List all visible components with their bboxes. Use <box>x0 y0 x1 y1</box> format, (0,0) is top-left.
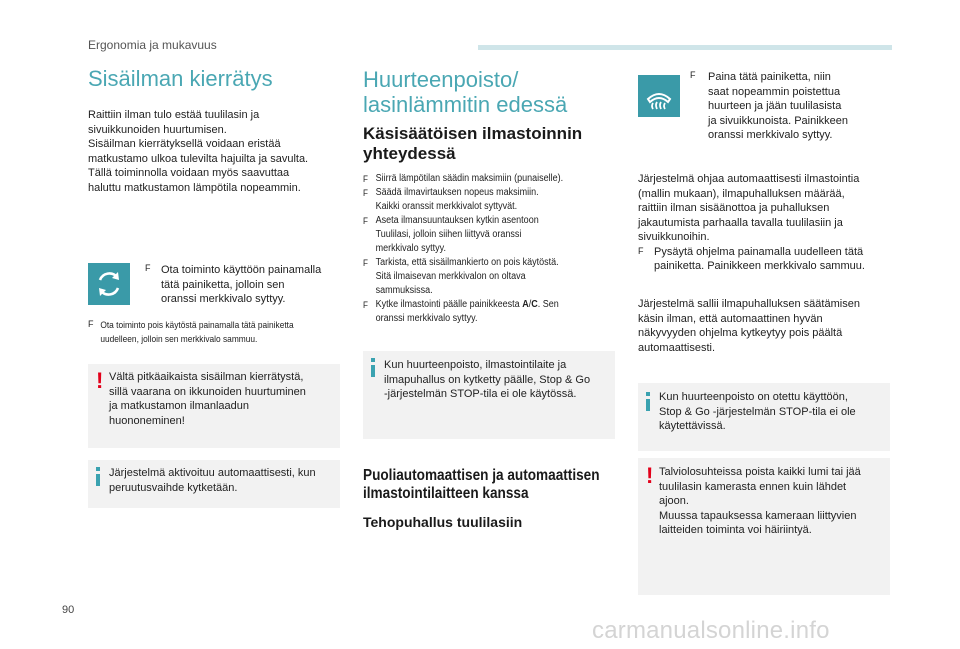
info-line: Järjestelmä aktivoituu automaattisesti, kun <box>109 467 316 479</box>
step-line: . Sen <box>537 299 559 310</box>
title-air-recirculation: Sisäilman kierrätys <box>88 66 273 91</box>
manual-steps-list <box>363 172 663 326</box>
warning-line: Vältä pitkäaikaista sisäilman kierrätystä, <box>109 371 304 383</box>
intro-paragraph <box>88 108 338 195</box>
bullet-marker: F <box>690 70 696 80</box>
info-box-defrost-stop-go <box>638 383 890 451</box>
note-line: oranssi merkkivalo syttyy. <box>708 129 833 141</box>
note-line: tätä painiketta, jolloin sen <box>161 278 285 291</box>
note-line: saat nopeammin poistettua <box>708 85 841 98</box>
info-line: Kun huurteenpoisto on otettu käyttöön, <box>659 391 848 403</box>
para-line: Järjestelmä ohjaa automaattisesti ilmastointia <box>638 173 860 185</box>
warning-box-winter <box>638 458 890 595</box>
auto-control-paragraph <box>638 172 898 274</box>
watermark: carmanualsonline.info <box>592 617 830 644</box>
step-line: Kytke ilmastointi päälle painikkeesta <box>375 299 523 310</box>
heading-windscreen-blow: Tehopuhallus tuulilasiin <box>363 514 523 530</box>
step-line: Tarkista, että sisäilmankierto on pois käytöstä. <box>375 257 559 268</box>
info-box-stop-go <box>363 351 615 439</box>
info-icon <box>371 358 375 362</box>
list-item <box>363 214 633 256</box>
windscreen-defrost-button-icon <box>638 75 680 117</box>
warning-line: ja matkustamon ilmanlaadun <box>109 400 250 412</box>
warning-icon: ! <box>646 463 654 488</box>
subtitle-line: yhteydessä <box>363 144 456 163</box>
step-line: Siirrä lämpötilan säädin maksimiin (punaiselle). <box>375 173 564 184</box>
info-line: Stop & Go -järjestelmän STOP-tila ei ole <box>659 405 856 418</box>
list-item <box>363 172 633 186</box>
info-icon-stem <box>371 365 375 377</box>
warning-line: sillä vaarana on ikkunoiden huurtuminen <box>109 385 306 398</box>
warning-box <box>88 364 340 448</box>
intro-line: sivuikkunoiden huurtumisen. <box>88 123 227 136</box>
bullet-marker: F <box>363 216 368 226</box>
intro-line: Tällä toiminnolla voidaan myös saavuttaa <box>88 167 290 179</box>
note-line: Ota toiminto pois käytöstä painamalla tätä painiketta <box>100 320 294 331</box>
list-item <box>363 256 633 298</box>
para-line: näkyvyyden ohjelma kytkeytyy pois päältä <box>638 327 843 339</box>
subtitle-manual-ac <box>363 124 582 164</box>
bullet-marker: F <box>88 319 94 329</box>
title-line: lasinlämmitin edessä <box>363 92 568 117</box>
info-icon <box>96 467 100 471</box>
heading-semi-auto-ac <box>363 467 600 503</box>
bullet-marker: F <box>638 245 644 256</box>
note-line: Ota toiminto käyttöön painamalla <box>161 264 322 276</box>
step-line: merkkivalo syttyy. <box>375 243 446 254</box>
info-icon-stem <box>646 399 650 411</box>
note-line: Paina tätä painiketta, niin <box>708 71 831 83</box>
para-line: Järjestelmä sallii ilmapuhalluksen säätämisen <box>638 298 860 310</box>
ac-button-label: C <box>531 299 538 310</box>
bullet-line: painiketta. Painikkeen merkkivalo sammuu. <box>654 260 865 272</box>
defrost-press-note <box>690 70 890 143</box>
info-line: -järjestelmän STOP-tila ei ole käytössä. <box>384 388 577 400</box>
stop-program-bullet <box>638 245 898 274</box>
bullet-line: Pysäytä ohjelma painamalla uudelleen tätä <box>654 245 864 258</box>
note-line: ja sivuikkunoista. Painikkeen <box>708 114 849 127</box>
bullet-marker: F <box>363 188 368 198</box>
para-line: käsin ilman, että automaattinen hyvän <box>638 312 823 325</box>
bullet-marker: F <box>363 300 368 310</box>
step-line: Tuulilasi, jolloin siihen liittyvä oranssi <box>375 229 522 240</box>
info-box <box>88 460 340 508</box>
list-item <box>363 298 633 326</box>
bullet-marker: F <box>363 258 368 268</box>
warning-line: Talviolosuhteissa poista kaikki lumi tai jää <box>659 466 861 478</box>
intro-line: matkustamo ulkoa tulevilta hajuilta ja savulta. <box>88 152 309 165</box>
note-line: huurteen ja jään tuulilasista <box>708 100 842 112</box>
info-line: käytettävissä. <box>659 420 726 432</box>
info-line: ilmapuhallus on kytketty päälle, Stop & Go <box>384 373 591 386</box>
ac-button-label: A <box>522 299 529 310</box>
para-line: automaattisesti. <box>638 341 716 354</box>
step-line: oranssi merkkivalo syttyy. <box>375 313 478 324</box>
info-line: peruutusvaihde kytketään. <box>109 481 238 494</box>
note-line: uudelleen, jolloin sen merkkivalo sammuu. <box>100 334 258 345</box>
warning-line: huononeminen! <box>109 414 185 427</box>
heading-line: Puoliautomaattisen ja automaattisen <box>363 467 600 484</box>
warning-line: Muussa tapauksessa kameraan liittyvien <box>659 509 857 522</box>
warning-icon: ! <box>96 368 104 393</box>
manual-override-paragraph <box>638 297 898 355</box>
step-line: Sitä ilmaisevan merkkivalon on oltava <box>375 271 526 282</box>
info-icon-stem <box>96 474 100 486</box>
title-defrost <box>363 67 567 117</box>
para-line: sivuikkunoihin. <box>638 231 710 243</box>
para-line: (mallin mukaan), ilmapuhalluksen määrää, <box>638 187 845 200</box>
step-line: / <box>528 299 532 310</box>
info-line: Kun huurteenpoisto, ilmastointilaite ja <box>384 359 567 371</box>
section-header: Ergonomia ja mukavuus <box>88 38 217 52</box>
intro-line: Raittiin ilman tulo estää tuulilasin ja <box>88 109 260 121</box>
intro-line: haluttu matkustamon lämpötila nopeammin. <box>88 181 301 194</box>
recirculation-button-icon <box>88 263 130 305</box>
warning-line: tuulilasin kamerasta ennen kuin lähdet <box>659 480 847 493</box>
intro-line: Sisäilman kierrätyksellä voidaan eristää <box>88 138 281 150</box>
list-item <box>363 186 633 214</box>
step-line: Aseta ilmansuuntauksen kytkin asentoon <box>375 215 539 226</box>
title-line: Huurteenpoisto/ <box>363 67 519 92</box>
bullet-marker: F <box>145 263 151 273</box>
para-line: jakautumista parhaalla tavalla tuulilasiin ja <box>638 216 843 229</box>
page-number: 90 <box>62 604 75 616</box>
para-line: raittiin ilman sisäänottoa ja puhalluksen <box>638 202 830 214</box>
recirculation-activate-note <box>145 263 345 307</box>
heading-line: ilmastointilaitteen kanssa <box>363 485 529 502</box>
warning-line: ajoon. <box>659 495 689 507</box>
recirculation-deactivate-note <box>88 319 348 347</box>
info-icon <box>646 392 650 396</box>
note-line: oranssi merkkivalo syttyy. <box>161 293 286 305</box>
bullet-marker: F <box>363 174 368 184</box>
subtitle-line: Käsisäätöisen ilmastoinnin <box>363 124 583 143</box>
warning-line: laitteiden toiminta voi häiriintyä. <box>659 524 812 536</box>
step-line: sammuksissa. <box>375 285 433 296</box>
header-rule <box>478 45 892 50</box>
step-line: Säädä ilmavirtauksen nopeus maksimiin. <box>375 187 539 198</box>
step-line: Kaikki oranssit merkkivalot syttyvät. <box>375 201 518 212</box>
